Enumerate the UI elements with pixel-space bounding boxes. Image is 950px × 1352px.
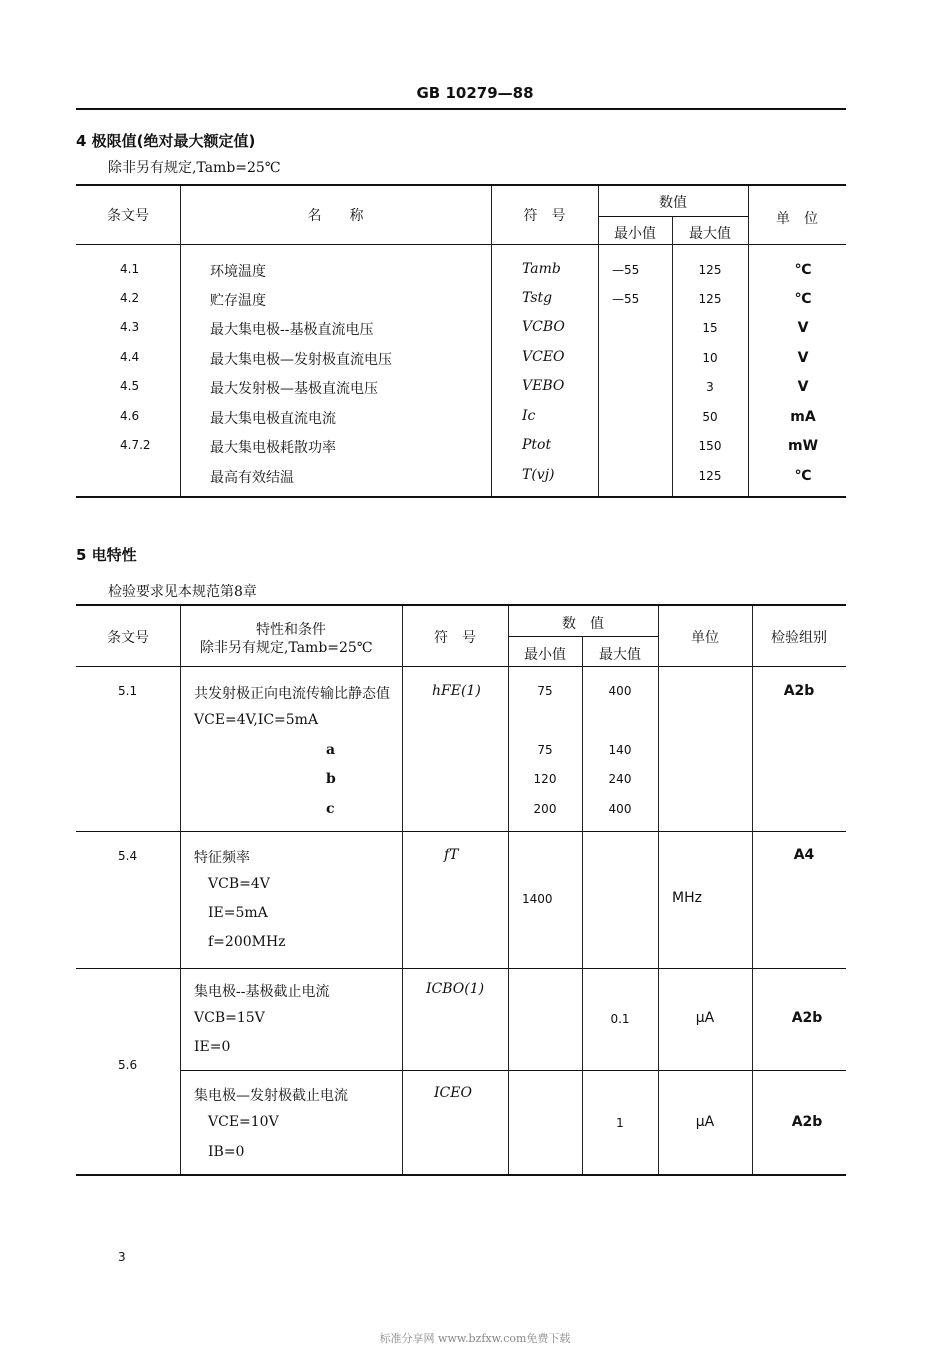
row-condition: VCB=4V <box>208 876 270 892</box>
row-max: 50 <box>702 410 718 424</box>
t5-col-clause: 条文号 <box>107 630 149 646</box>
t5-col-divider-2 <box>402 606 403 1174</box>
row-clause: 4.3 <box>120 320 140 334</box>
row-max: 15 <box>702 321 718 335</box>
t4-col-unit: 单 位 <box>776 211 818 227</box>
row-max: 3 <box>706 380 714 394</box>
row-clause: 4.6 <box>120 409 140 423</box>
row-clause: 4.4 <box>120 350 140 364</box>
row-name: 最大发射极—基极直流电压 <box>210 381 378 397</box>
row-clause: 4.7.2 <box>120 438 151 452</box>
t4-bottom-rule <box>76 496 846 498</box>
row-group: A2b <box>783 683 815 699</box>
document-header: GB 10279—88 <box>416 84 534 102</box>
t4-col-min: 最小值 <box>614 226 656 242</box>
row-name: 最大集电极直流电流 <box>210 411 336 427</box>
row-max: 10 <box>702 351 718 365</box>
row-condition: IB=0 <box>208 1144 245 1160</box>
row-symbol: fT <box>444 847 459 863</box>
t5-header-rule <box>76 666 846 667</box>
t4-col-symbol: 符 号 <box>523 208 566 224</box>
row-unit: μA <box>695 1114 715 1130</box>
section-5-heading: 5 电特性 <box>76 546 137 564</box>
row-min: —55 <box>612 292 640 306</box>
row-name: 环境温度 <box>210 264 266 280</box>
row-symbol: VEBO <box>522 378 565 394</box>
sub-max: 240 <box>608 772 632 786</box>
sub-min: 120 <box>533 772 557 786</box>
row-unit: V <box>797 350 809 366</box>
row-symbol: Tamb <box>522 261 561 277</box>
row-condition: VCB=15V <box>194 1010 265 1026</box>
row-unit: mA <box>790 409 816 425</box>
t4-col-values: 数值 <box>659 195 687 211</box>
sub-min: 75 <box>537 743 553 757</box>
row-symbol: hFE(1) <box>432 683 481 699</box>
row-condition: VCE=4V,IC=5mA <box>194 712 319 728</box>
t5-col-min: 最小值 <box>524 647 566 663</box>
row-min: 75 <box>537 684 553 698</box>
row-name: 共发射极正向电流传输比静态值 <box>194 686 390 702</box>
row-name: 集电极—发射极截止电流 <box>194 1088 348 1104</box>
sub-label: b <box>326 771 336 787</box>
t4-col-divider-2 <box>491 186 492 496</box>
row-symbol: T(vj) <box>522 467 555 483</box>
section-4-heading: 4 极限值(绝对最大额定值) <box>76 132 256 150</box>
sub-max: 400 <box>608 802 632 816</box>
row-name: 最高有效结温 <box>210 470 294 486</box>
row-symbol: Tstg <box>522 290 553 306</box>
row-name: 最大集电极—发射极直流电压 <box>210 352 392 368</box>
row-group: A2b <box>791 1010 823 1026</box>
row-symbol: ICBO(1) <box>426 981 485 997</box>
row-unit: ℃ <box>794 291 812 307</box>
row-min: 1400 <box>522 892 553 906</box>
t4-col-clause: 条文号 <box>107 208 149 224</box>
row-min: —55 <box>612 263 640 277</box>
row-max: 400 <box>608 684 632 698</box>
t5-col-divider-1 <box>180 606 181 1174</box>
t4-top-rule <box>76 184 846 186</box>
t5-col-symbol: 符 号 <box>434 630 476 646</box>
t5-col-values: 数 值 <box>562 616 604 632</box>
row-clause: 5.4 <box>118 849 138 863</box>
row-clause: 4.2 <box>120 291 140 305</box>
section-4-condition: 除非另有规定,Tamb=25℃ <box>108 160 281 176</box>
row-name: 集电极--基极截止电流 <box>194 984 330 1000</box>
row-clause: 4.1 <box>120 262 140 276</box>
t5-col-max: 最大值 <box>599 647 641 663</box>
t5-col-characteristic: 特性和条件 <box>256 622 326 638</box>
row-max: 125 <box>698 469 722 483</box>
t5-row-rule-1 <box>76 831 846 832</box>
row-unit: V <box>797 379 809 395</box>
row-group: A4 <box>793 847 815 863</box>
row-max: 0.1 <box>610 1012 630 1026</box>
row-symbol: Ptot <box>522 437 552 453</box>
row-unit: μA <box>695 1010 715 1026</box>
sub-min: 200 <box>533 802 557 816</box>
t5-values-subrule <box>508 636 658 637</box>
t4-values-subrule <box>598 216 748 217</box>
row-symbol: VCEO <box>522 349 565 365</box>
t4-col-name: 名 称 <box>307 208 364 224</box>
sub-label: a <box>326 742 336 758</box>
header-rule <box>76 108 846 110</box>
t4-col-max: 最大值 <box>689 226 731 242</box>
row-condition: VCE=10V <box>208 1114 279 1130</box>
row-max: 125 <box>698 292 722 306</box>
row-name: 最大集电极--基极直流电压 <box>210 322 374 338</box>
row-symbol: ICEO <box>434 1085 472 1101</box>
row-condition: f=200MHz <box>208 934 286 950</box>
row-clause: 5.6 <box>118 1058 138 1072</box>
row-clause: 4.5 <box>120 379 140 393</box>
t5-col-unit: 单位 <box>691 630 719 646</box>
t5-col-group: 检验组别 <box>771 630 827 646</box>
t4-header-rule <box>76 244 846 245</box>
row-name: 特征频率 <box>194 850 250 866</box>
row-max: 1 <box>616 1116 624 1130</box>
row-unit: mW <box>787 438 819 454</box>
row-max: 150 <box>698 439 722 453</box>
t5-col-divider-5 <box>658 606 659 1174</box>
t5-col-condition: 除非另有规定,Tamb=25℃ <box>200 640 373 656</box>
row-clause: 5.1 <box>118 684 138 698</box>
row-condition: IE=5mA <box>208 905 268 921</box>
t5-row-rule-2 <box>76 968 846 969</box>
row-name: 最大集电极耗散功率 <box>210 440 336 456</box>
row-unit: V <box>797 320 809 336</box>
sub-label: c <box>326 801 335 817</box>
sub-max: 140 <box>608 743 632 757</box>
t5-bottom-rule <box>76 1174 846 1176</box>
row-symbol: VCBO <box>522 319 565 335</box>
row-group: A2b <box>791 1114 823 1130</box>
t5-col-divider-4 <box>582 636 583 1174</box>
row-name: 贮存温度 <box>210 293 266 309</box>
section-5-note: 检验要求见本规范第8章 <box>108 584 257 600</box>
page-number: 3 <box>118 1250 126 1264</box>
row-symbol: Ic <box>522 408 536 424</box>
row-max: 125 <box>698 263 722 277</box>
row-condition: IE=0 <box>194 1039 231 1055</box>
t5-row-rule-3 <box>180 1070 846 1071</box>
t5-top-rule <box>76 604 846 606</box>
footer-watermark: 标准分享网 www.bzfxw.com免费下载 <box>379 1332 571 1345</box>
row-unit: ℃ <box>794 262 812 278</box>
row-unit: MHz <box>672 890 702 906</box>
t4-col-divider-1 <box>180 186 181 496</box>
row-unit: ℃ <box>794 468 812 484</box>
